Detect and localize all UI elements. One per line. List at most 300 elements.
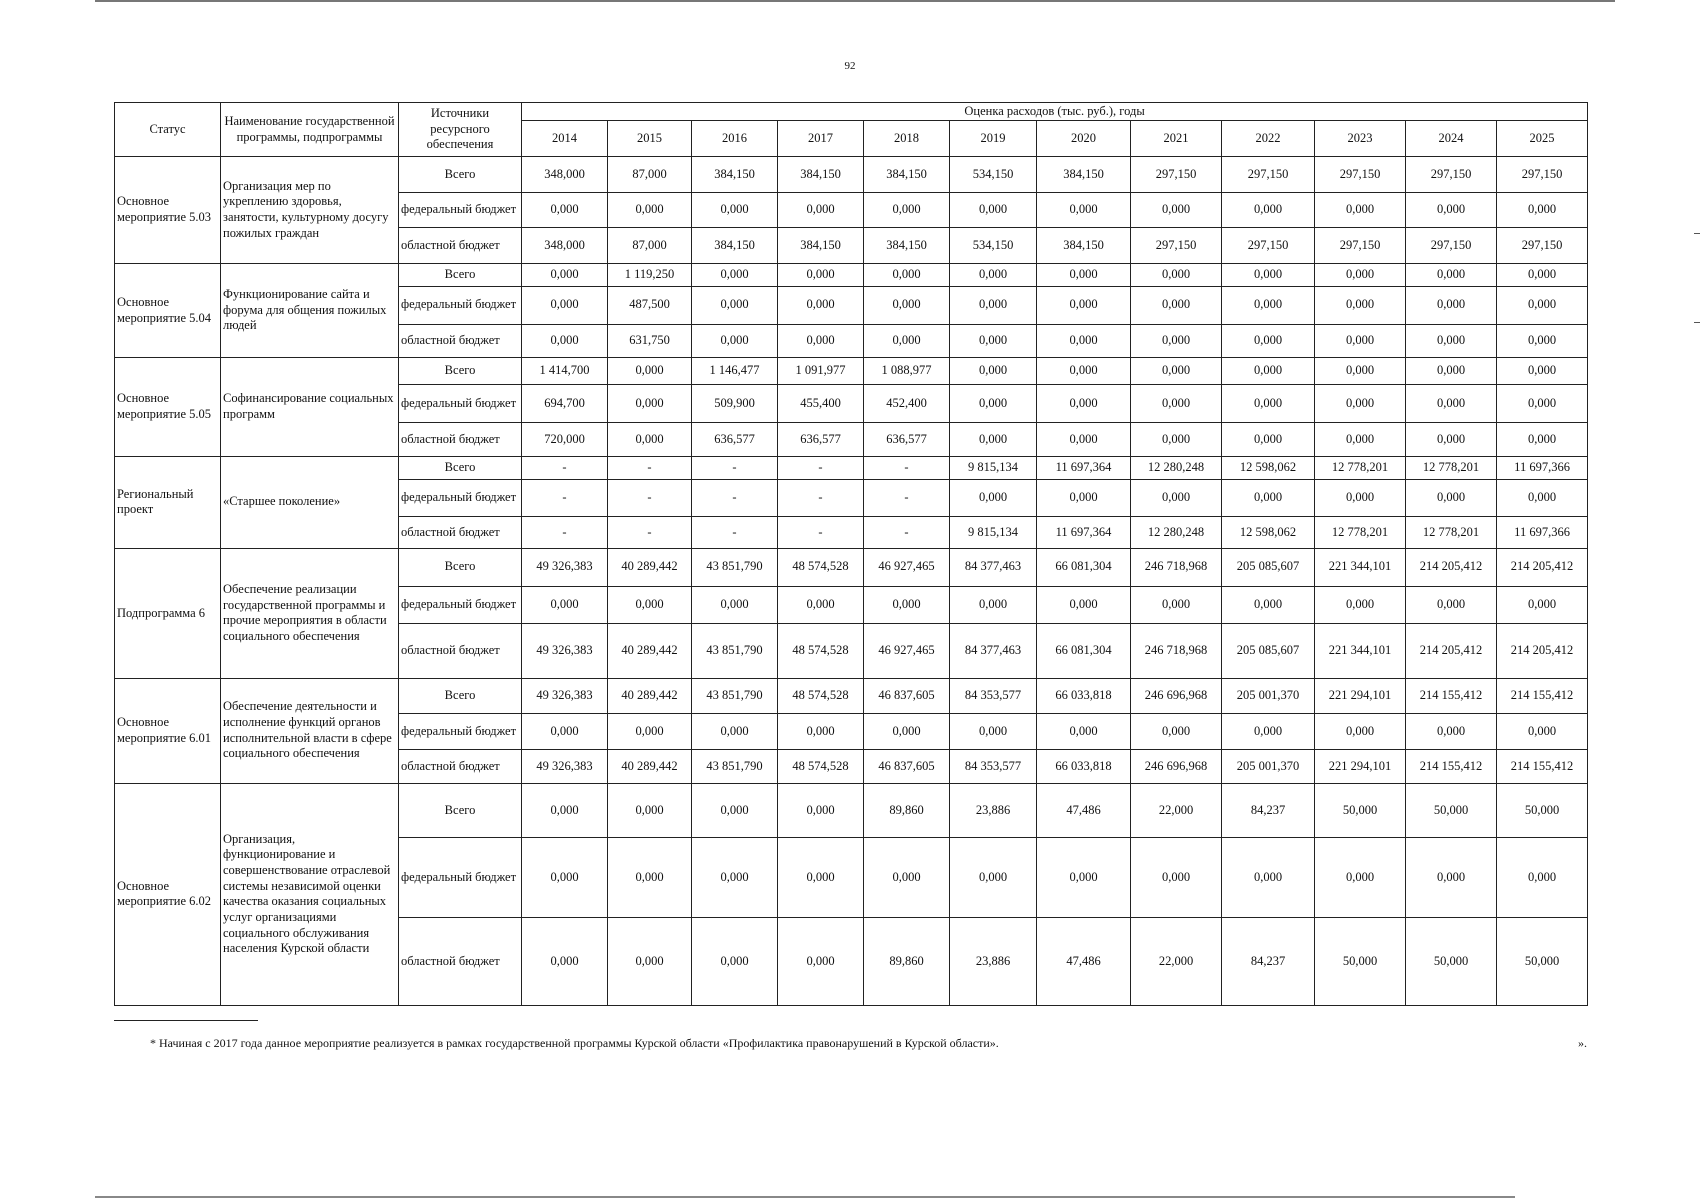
program-name-cell: «Старшее поколение» <box>221 456 399 548</box>
value-cell: - <box>608 456 692 479</box>
value-cell: 0,000 <box>1406 838 1497 918</box>
value-cell: 49 326,383 <box>522 624 608 679</box>
value-cell: 0,000 <box>950 838 1037 918</box>
status-cell: Основное мероприятие 5.05 <box>115 358 221 457</box>
value-cell: 0,000 <box>1131 714 1222 750</box>
table-header <box>115 103 1588 157</box>
value-cell: 0,000 <box>778 783 864 838</box>
year-header: 2024 <box>1406 121 1497 157</box>
value-cell: 49 326,383 <box>522 750 608 784</box>
value-cell: 40 289,442 <box>608 750 692 784</box>
value-cell: 0,000 <box>522 783 608 838</box>
value-cell: 0,000 <box>522 586 608 624</box>
table-row <box>115 783 1588 838</box>
value-cell: 0,000 <box>522 714 608 750</box>
value-cell: 0,000 <box>1037 838 1131 918</box>
value-cell: 246 696,968 <box>1131 750 1222 784</box>
table-row <box>115 157 1588 193</box>
value-cell: 694,700 <box>522 385 608 423</box>
scan-edge-bottom <box>95 1196 1515 1198</box>
value-cell: 509,900 <box>692 385 778 423</box>
value-cell: 0,000 <box>1406 586 1497 624</box>
value-cell: 11 697,364 <box>1037 456 1131 479</box>
value-cell: 0,000 <box>1315 586 1406 624</box>
value-cell: 0,000 <box>778 714 864 750</box>
value-cell: 636,577 <box>864 423 950 457</box>
value-cell: 89,860 <box>864 917 950 1005</box>
table-body <box>115 157 1588 1006</box>
value-cell: - <box>692 456 778 479</box>
value-cell: 1 091,977 <box>778 358 864 385</box>
value-cell: 0,000 <box>1315 263 1406 286</box>
value-cell: 297,150 <box>1406 157 1497 193</box>
value-cell: 50,000 <box>1406 783 1497 838</box>
value-cell: 40 289,442 <box>608 624 692 679</box>
value-cell: - <box>864 517 950 548</box>
value-cell: 214 205,412 <box>1497 548 1588 586</box>
value-cell: 0,000 <box>1497 358 1588 385</box>
value-cell: 0,000 <box>522 263 608 286</box>
table-row <box>115 456 1588 479</box>
source-cell: Всего <box>399 358 522 385</box>
value-cell: 384,150 <box>692 228 778 264</box>
value-cell: 720,000 <box>522 423 608 457</box>
value-cell: - <box>522 517 608 548</box>
page-number: 92 <box>844 60 856 72</box>
value-cell: 0,000 <box>1315 714 1406 750</box>
value-cell: 48 574,528 <box>778 548 864 586</box>
value-cell: 84,237 <box>1222 783 1315 838</box>
value-cell: 221 294,101 <box>1315 678 1406 714</box>
value-cell: 636,577 <box>692 423 778 457</box>
value-cell: 47,486 <box>1037 917 1131 1005</box>
margin-tick <box>1694 322 1700 323</box>
value-cell: 0,000 <box>1497 586 1588 624</box>
year-header: 2019 <box>950 121 1037 157</box>
value-cell: 0,000 <box>1497 385 1588 423</box>
value-cell: 0,000 <box>1222 324 1315 358</box>
source-cell: федеральный бюджет <box>399 838 522 918</box>
value-cell: 0,000 <box>1497 286 1588 324</box>
value-cell: 0,000 <box>950 479 1037 517</box>
year-header: 2021 <box>1131 121 1222 157</box>
value-cell: 0,000 <box>1037 479 1131 517</box>
value-cell: 0,000 <box>608 385 692 423</box>
value-cell: 84 353,577 <box>950 678 1037 714</box>
value-cell: 0,000 <box>1131 423 1222 457</box>
value-cell: 43 851,790 <box>692 750 778 784</box>
value-cell: 0,000 <box>522 838 608 918</box>
value-cell: 384,150 <box>864 157 950 193</box>
value-cell: 0,000 <box>1222 838 1315 918</box>
value-cell: 9 815,134 <box>950 456 1037 479</box>
value-cell: 0,000 <box>1315 423 1406 457</box>
program-name-cell: Организация мер по укреплению здоровья, занятости, культурному досугу пожилых граждан <box>221 157 399 264</box>
value-cell: 0,000 <box>1222 358 1315 385</box>
value-cell: 297,150 <box>1315 228 1406 264</box>
value-cell: 205 085,607 <box>1222 624 1315 679</box>
year-header: 2017 <box>778 121 864 157</box>
value-cell: 46 837,605 <box>864 678 950 714</box>
value-cell: 0,000 <box>1131 324 1222 358</box>
value-cell: 221 344,101 <box>1315 548 1406 586</box>
value-cell: 384,150 <box>778 157 864 193</box>
value-cell: 214 155,412 <box>1406 750 1497 784</box>
program-name-cell: Организация, функционирование и совершенствование отраслевой системы независимой оценки качества оказания социальных услуг организациями социального обслуживания населения Курской области <box>221 783 399 1005</box>
source-cell: федеральный бюджет <box>399 586 522 624</box>
value-cell: 534,150 <box>950 157 1037 193</box>
year-header: 2015 <box>608 121 692 157</box>
table-row <box>115 263 1588 286</box>
source-cell: федеральный бюджет <box>399 286 522 324</box>
value-cell: 0,000 <box>608 192 692 228</box>
value-cell: 0,000 <box>778 263 864 286</box>
value-cell: 0,000 <box>950 714 1037 750</box>
value-cell: 0,000 <box>522 286 608 324</box>
value-cell: 0,000 <box>1131 385 1222 423</box>
value-cell: 66 033,818 <box>1037 678 1131 714</box>
status-cell: Подпрограмма 6 <box>115 548 221 678</box>
value-cell: 0,000 <box>864 263 950 286</box>
value-cell: 12 778,201 <box>1406 456 1497 479</box>
value-cell: 0,000 <box>1406 385 1497 423</box>
value-cell: 84,237 <box>1222 917 1315 1005</box>
value-cell: 0,000 <box>778 917 864 1005</box>
program-name-cell: Обеспечение деятельности и исполнение функций органов исполнительной власти в сфере социального обеспечения <box>221 678 399 783</box>
source-cell: областной бюджет <box>399 917 522 1005</box>
value-cell: 297,150 <box>1222 228 1315 264</box>
value-cell: 0,000 <box>1131 479 1222 517</box>
year-header: 2025 <box>1497 121 1588 157</box>
year-header: 2018 <box>864 121 950 157</box>
value-cell: 205 085,607 <box>1222 548 1315 586</box>
value-cell: 205 001,370 <box>1222 750 1315 784</box>
value-cell: 297,150 <box>1497 228 1588 264</box>
value-cell: 22,000 <box>1131 917 1222 1005</box>
value-cell: 0,000 <box>1222 192 1315 228</box>
value-cell: 384,150 <box>864 228 950 264</box>
value-cell: 0,000 <box>1222 714 1315 750</box>
value-cell: 0,000 <box>1037 286 1131 324</box>
value-cell: 84 377,463 <box>950 624 1037 679</box>
value-cell: 0,000 <box>1497 192 1588 228</box>
value-cell: 40 289,442 <box>608 678 692 714</box>
value-cell: 12 598,062 <box>1222 517 1315 548</box>
value-cell: 0,000 <box>1315 358 1406 385</box>
value-cell: 48 574,528 <box>778 624 864 679</box>
value-cell: 0,000 <box>1131 586 1222 624</box>
value-cell: 89,860 <box>864 783 950 838</box>
value-cell: 66 081,304 <box>1037 624 1131 679</box>
value-cell: 0,000 <box>864 586 950 624</box>
value-cell: 0,000 <box>522 192 608 228</box>
value-cell: 0,000 <box>778 838 864 918</box>
closing-quote: ». <box>1578 1036 1587 1050</box>
value-cell: 297,150 <box>1222 157 1315 193</box>
value-cell: - <box>692 479 778 517</box>
value-cell: 297,150 <box>1315 157 1406 193</box>
source-cell: областной бюджет <box>399 624 522 679</box>
value-cell: 0,000 <box>950 358 1037 385</box>
value-cell: 0,000 <box>1037 714 1131 750</box>
value-cell: 0,000 <box>1406 324 1497 358</box>
value-cell: 384,150 <box>1037 228 1131 264</box>
value-cell: 0,000 <box>1037 324 1131 358</box>
value-cell: 214 205,412 <box>1497 624 1588 679</box>
table-row <box>115 678 1588 714</box>
status-cell: Основное мероприятие 5.03 <box>115 157 221 264</box>
source-cell: Всего <box>399 783 522 838</box>
value-cell: 0,000 <box>1131 838 1222 918</box>
value-cell: 384,150 <box>1037 157 1131 193</box>
value-cell: 0,000 <box>1315 479 1406 517</box>
name-header: Наименование государственной программы, подпрограммы <box>221 103 399 157</box>
source-cell: федеральный бюджет <box>399 479 522 517</box>
value-cell: 0,000 <box>1406 479 1497 517</box>
value-cell: 246 718,968 <box>1131 548 1222 586</box>
value-cell: - <box>522 456 608 479</box>
table-row <box>115 358 1588 385</box>
value-cell: 297,150 <box>1406 228 1497 264</box>
value-cell: 0,000 <box>1222 586 1315 624</box>
value-cell: 0,000 <box>692 286 778 324</box>
value-cell: 246 696,968 <box>1131 678 1222 714</box>
value-cell: 0,000 <box>1497 714 1588 750</box>
value-cell: 452,400 <box>864 385 950 423</box>
value-cell: 0,000 <box>522 917 608 1005</box>
value-cell: - <box>522 479 608 517</box>
value-cell: 0,000 <box>692 263 778 286</box>
value-cell: 0,000 <box>1497 263 1588 286</box>
value-cell: 66 033,818 <box>1037 750 1131 784</box>
value-cell: 214 205,412 <box>1406 548 1497 586</box>
value-cell: 0,000 <box>950 324 1037 358</box>
value-cell: 11 697,364 <box>1037 517 1131 548</box>
value-cell: 205 001,370 <box>1222 678 1315 714</box>
value-cell: 66 081,304 <box>1037 548 1131 586</box>
year-header: 2022 <box>1222 121 1315 157</box>
margin-tick <box>1694 233 1700 234</box>
status-header: Статус <box>115 103 221 157</box>
source-cell: Всего <box>399 157 522 193</box>
source-cell: областной бюджет <box>399 324 522 358</box>
value-cell: 0,000 <box>692 917 778 1005</box>
value-cell: 43 851,790 <box>692 678 778 714</box>
source-cell: федеральный бюджет <box>399 192 522 228</box>
source-cell: Всего <box>399 456 522 479</box>
value-cell: - <box>864 479 950 517</box>
value-cell: 48 574,528 <box>778 750 864 784</box>
value-cell: 0,000 <box>1497 423 1588 457</box>
value-cell: 1 119,250 <box>608 263 692 286</box>
scan-edge-top <box>95 0 1615 2</box>
value-cell: 348,000 <box>522 157 608 193</box>
value-cell: 12 778,201 <box>1315 456 1406 479</box>
value-cell: 631,750 <box>608 324 692 358</box>
status-cell: Основное мероприятие 6.01 <box>115 678 221 783</box>
program-name-cell: Обеспечение реализации государственной программы и прочие мероприятия в области социального обеспечения <box>221 548 399 678</box>
value-cell: 0,000 <box>1406 192 1497 228</box>
value-cell: 487,500 <box>608 286 692 324</box>
value-cell: 49 326,383 <box>522 678 608 714</box>
source-cell: областной бюджет <box>399 517 522 548</box>
value-cell: 0,000 <box>864 714 950 750</box>
value-cell: 0,000 <box>692 783 778 838</box>
value-cell: 297,150 <box>1131 228 1222 264</box>
value-cell: 0,000 <box>1131 192 1222 228</box>
value-cell: 0,000 <box>950 192 1037 228</box>
value-cell: 0,000 <box>1406 263 1497 286</box>
value-cell: 214 205,412 <box>1406 624 1497 679</box>
value-cell: 50,000 <box>1315 783 1406 838</box>
source-cell: Всего <box>399 548 522 586</box>
value-cell: 0,000 <box>778 586 864 624</box>
value-cell: 46 837,605 <box>864 750 950 784</box>
value-cell: 0,000 <box>1037 192 1131 228</box>
value-cell: 0,000 <box>1406 423 1497 457</box>
program-name-cell: Функционирование сайта и форума для общения пожилых людей <box>221 263 399 357</box>
table-row <box>115 548 1588 586</box>
value-cell: 214 155,412 <box>1497 678 1588 714</box>
value-cell: 214 155,412 <box>1497 750 1588 784</box>
value-cell: 12 280,248 <box>1131 517 1222 548</box>
value-cell: 0,000 <box>1131 358 1222 385</box>
value-cell: 0,000 <box>692 586 778 624</box>
value-cell: 11 697,366 <box>1497 517 1588 548</box>
value-cell: 1 088,977 <box>864 358 950 385</box>
value-cell: 0,000 <box>1222 286 1315 324</box>
value-cell: 49 326,383 <box>522 548 608 586</box>
value-cell: 0,000 <box>608 714 692 750</box>
value-cell: 1 414,700 <box>522 358 608 385</box>
value-cell: - <box>778 517 864 548</box>
value-cell: 534,150 <box>950 228 1037 264</box>
expenses-header: Оценка расходов (тыс. руб.), годы <box>522 103 1588 121</box>
value-cell: 50,000 <box>1315 917 1406 1005</box>
year-header: 2020 <box>1037 121 1131 157</box>
value-cell: 11 697,366 <box>1497 456 1588 479</box>
value-cell: 384,150 <box>692 157 778 193</box>
value-cell: 87,000 <box>608 228 692 264</box>
value-cell: 348,000 <box>522 228 608 264</box>
value-cell: 0,000 <box>608 586 692 624</box>
value-cell: 636,577 <box>778 423 864 457</box>
value-cell: 246 718,968 <box>1131 624 1222 679</box>
value-cell: 0,000 <box>950 286 1037 324</box>
value-cell: 0,000 <box>1037 385 1131 423</box>
value-cell: 0,000 <box>864 838 950 918</box>
value-cell: 0,000 <box>1222 479 1315 517</box>
value-cell: 455,400 <box>778 385 864 423</box>
value-cell: 0,000 <box>608 423 692 457</box>
value-cell: 0,000 <box>1037 358 1131 385</box>
value-cell: 0,000 <box>608 358 692 385</box>
value-cell: 0,000 <box>864 286 950 324</box>
value-cell: 0,000 <box>522 324 608 358</box>
value-cell: 0,000 <box>1222 423 1315 457</box>
value-cell: 9 815,134 <box>950 517 1037 548</box>
value-cell: 0,000 <box>1222 385 1315 423</box>
source-cell: областной бюджет <box>399 750 522 784</box>
value-cell: 0,000 <box>608 917 692 1005</box>
footnote: * Начиная с 2017 года данное мероприятие реализуется в рамках государственной программы Курской области «Профилактика правонарушений в Курской области». <box>150 1036 999 1050</box>
value-cell: 0,000 <box>864 192 950 228</box>
value-cell: 0,000 <box>778 324 864 358</box>
year-header: 2023 <box>1315 121 1406 157</box>
value-cell: 214 155,412 <box>1406 678 1497 714</box>
value-cell: 0,000 <box>1037 586 1131 624</box>
value-cell: 0,000 <box>692 838 778 918</box>
value-cell: 0,000 <box>950 263 1037 286</box>
year-header: 2016 <box>692 121 778 157</box>
status-cell: Основное мероприятие 6.02 <box>115 783 221 1005</box>
value-cell: 12 778,201 <box>1406 517 1497 548</box>
value-cell: 0,000 <box>950 423 1037 457</box>
value-cell: 48 574,528 <box>778 678 864 714</box>
source-cell: областной бюджет <box>399 423 522 457</box>
year-header: 2014 <box>522 121 608 157</box>
value-cell: 0,000 <box>1315 385 1406 423</box>
value-cell: 0,000 <box>1131 286 1222 324</box>
value-cell: 47,486 <box>1037 783 1131 838</box>
value-cell: 0,000 <box>950 385 1037 423</box>
value-cell: 12 280,248 <box>1131 456 1222 479</box>
value-cell: 0,000 <box>1315 192 1406 228</box>
value-cell: 221 344,101 <box>1315 624 1406 679</box>
source-cell: федеральный бюджет <box>399 385 522 423</box>
expenses-table <box>114 102 1588 1006</box>
value-cell: 12 778,201 <box>1315 517 1406 548</box>
value-cell: 46 927,465 <box>864 548 950 586</box>
value-cell: 84 353,577 <box>950 750 1037 784</box>
value-cell: - <box>778 479 864 517</box>
value-cell: 87,000 <box>608 157 692 193</box>
value-cell: 0,000 <box>608 838 692 918</box>
value-cell: 40 289,442 <box>608 548 692 586</box>
value-cell: 297,150 <box>1497 157 1588 193</box>
value-cell: 221 294,101 <box>1315 750 1406 784</box>
source-cell: Всего <box>399 678 522 714</box>
source-cell: Всего <box>399 263 522 286</box>
status-cell: Основное мероприятие 5.04 <box>115 263 221 357</box>
value-cell: 0,000 <box>1037 263 1131 286</box>
value-cell: 0,000 <box>1497 479 1588 517</box>
value-cell: 23,886 <box>950 783 1037 838</box>
value-cell: 0,000 <box>1406 286 1497 324</box>
value-cell: 12 598,062 <box>1222 456 1315 479</box>
value-cell: 0,000 <box>1222 263 1315 286</box>
value-cell: 50,000 <box>1406 917 1497 1005</box>
value-cell: 0,000 <box>1497 838 1588 918</box>
value-cell: 1 146,477 <box>692 358 778 385</box>
value-cell: 84 377,463 <box>950 548 1037 586</box>
value-cell: 0,000 <box>1131 263 1222 286</box>
value-cell: 297,150 <box>1131 157 1222 193</box>
value-cell: 0,000 <box>1406 714 1497 750</box>
value-cell: - <box>778 456 864 479</box>
value-cell: 46 927,465 <box>864 624 950 679</box>
value-cell: 50,000 <box>1497 917 1588 1005</box>
value-cell: 43 851,790 <box>692 548 778 586</box>
value-cell: 22,000 <box>1131 783 1222 838</box>
value-cell: 0,000 <box>778 286 864 324</box>
value-cell: 0,000 <box>1315 324 1406 358</box>
source-cell: федеральный бюджет <box>399 714 522 750</box>
value-cell: 50,000 <box>1497 783 1588 838</box>
value-cell: 0,000 <box>1497 324 1588 358</box>
value-cell: - <box>608 479 692 517</box>
source-cell: областной бюджет <box>399 228 522 264</box>
